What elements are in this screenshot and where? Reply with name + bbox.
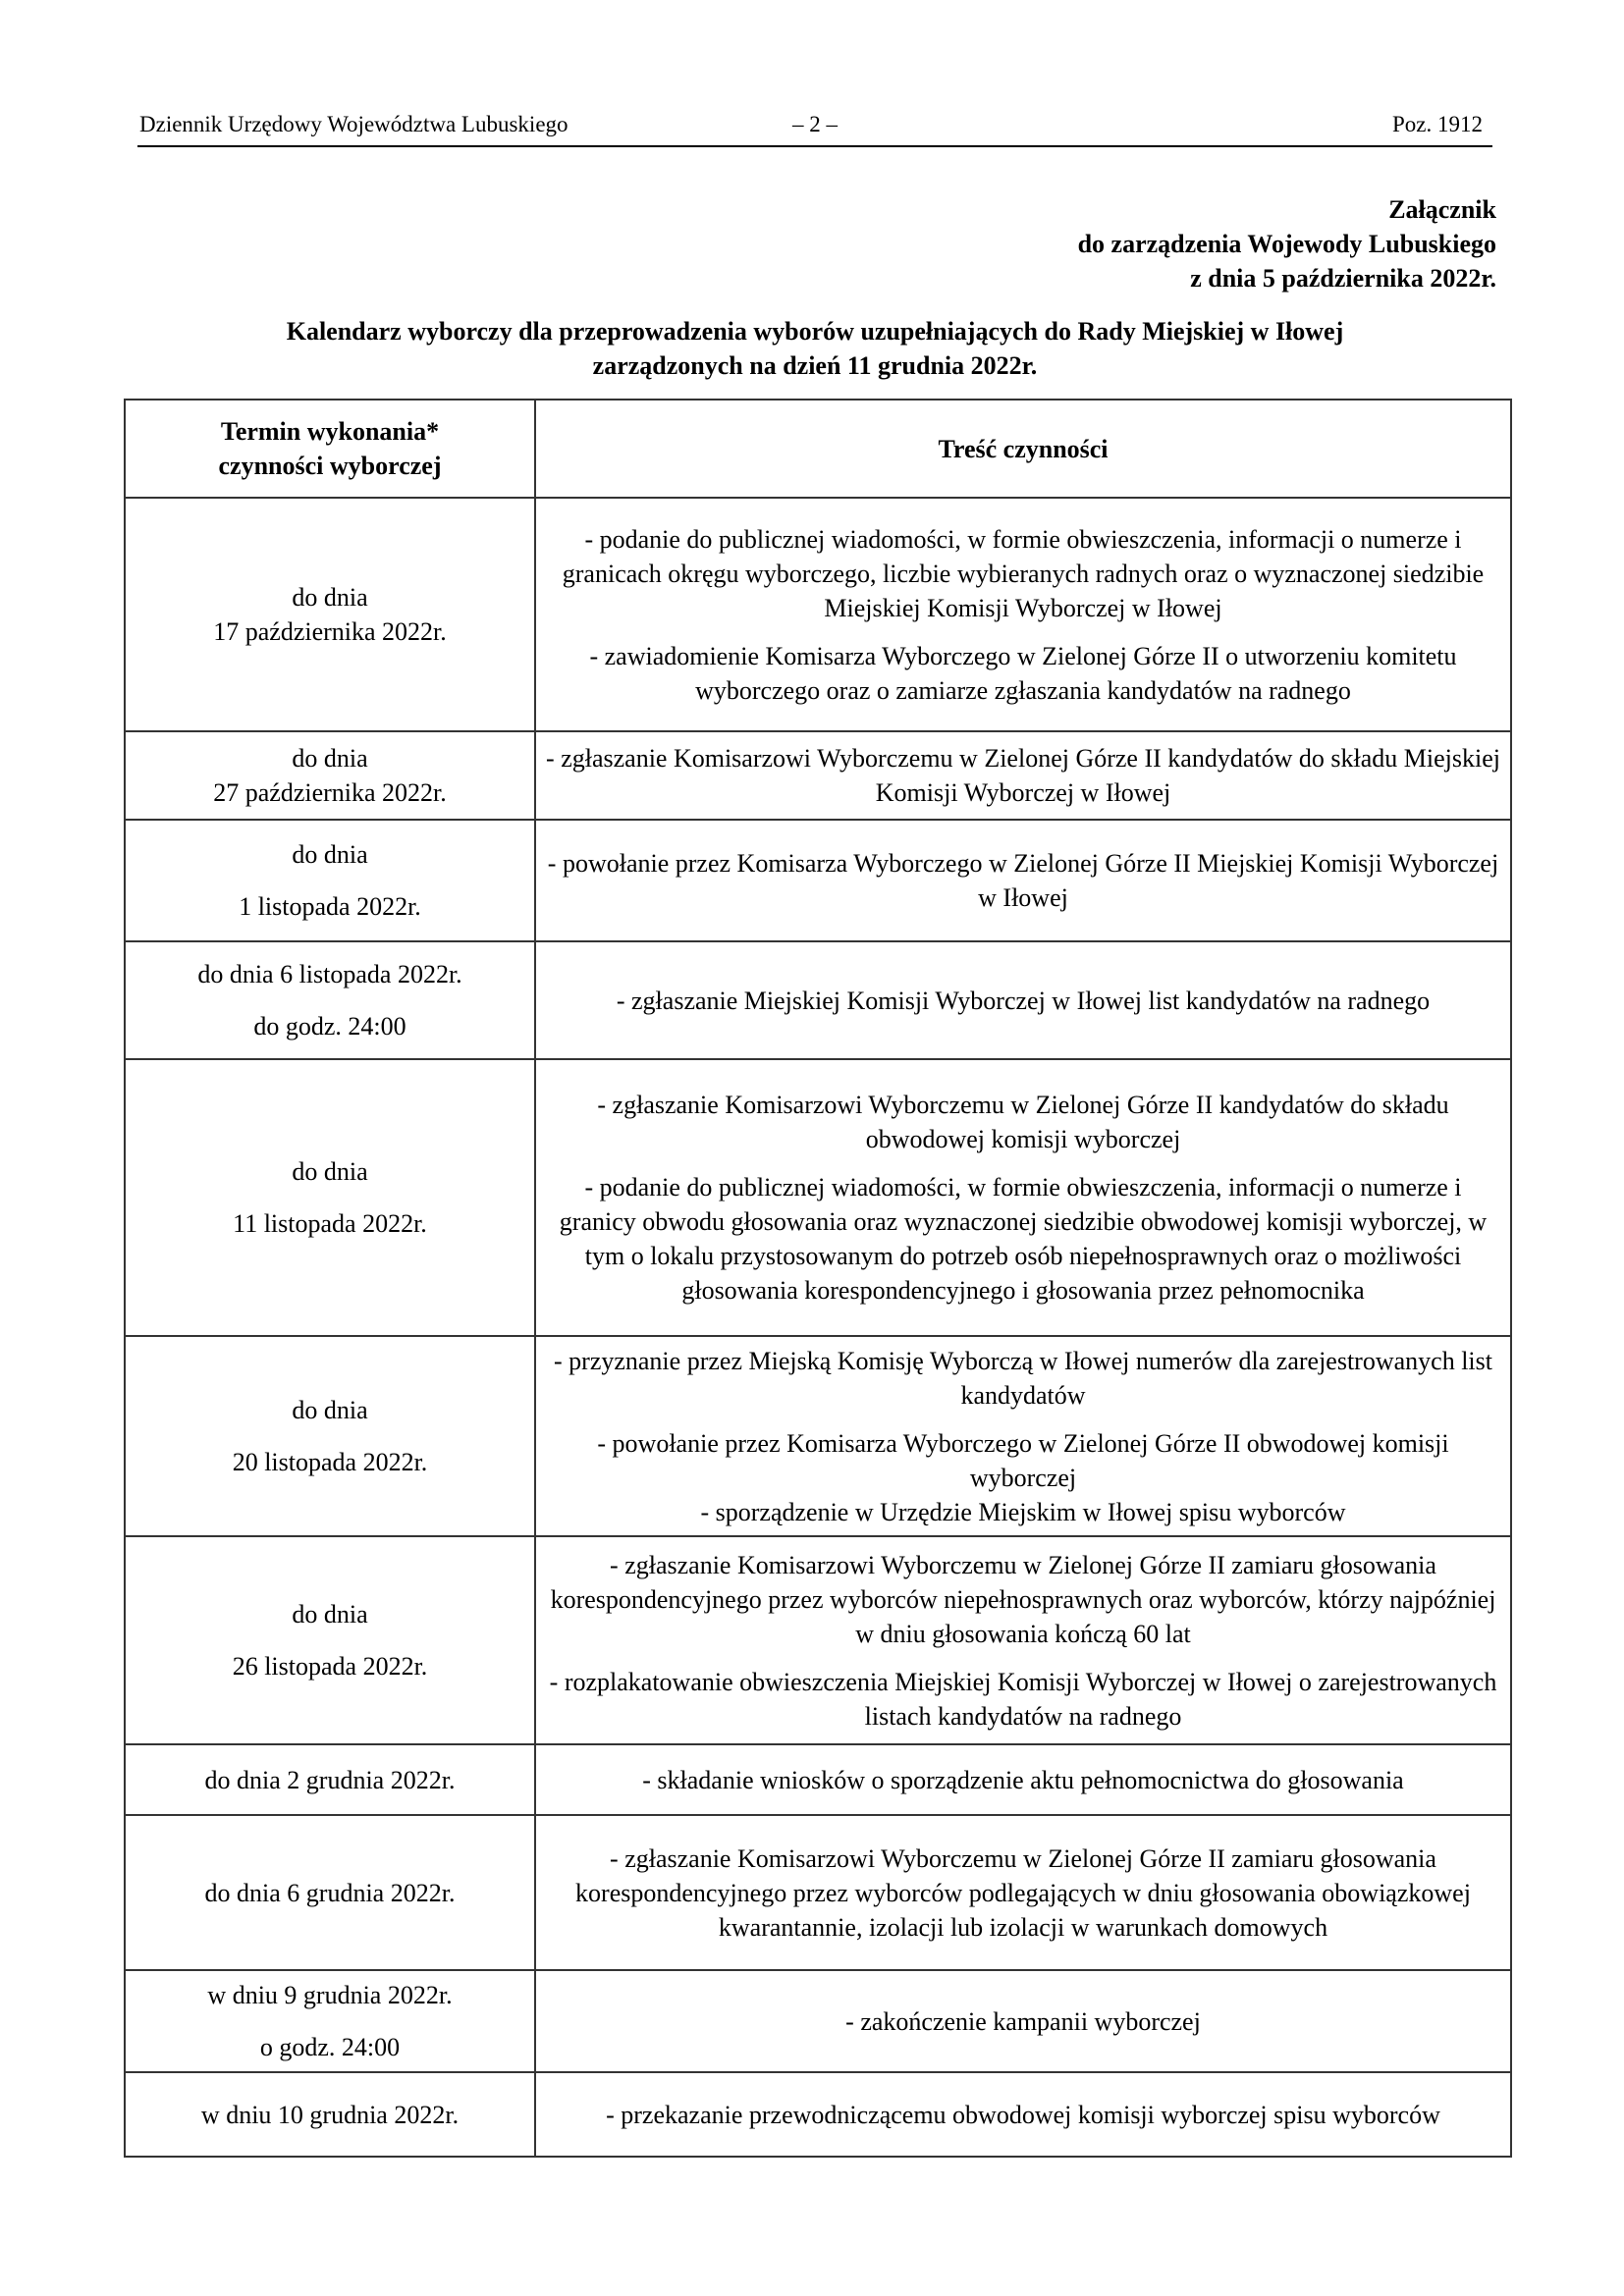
attachment-date: z dnia 5 października 2022r.	[1190, 264, 1496, 293]
activity-text: - podanie do publicznej wiadomości, w formie obwieszczenia, informacji o numerze i granicy obwodu głosowania oraz wyznaczonej siedzibie obwodowej komisji wyborczej, w tym o lokalu przystosowanym do potrzeb osób niepełnosprawnych oraz o możliwości głosowania korespondencyjnego i głosowania przez pełnomocnika	[559, 1173, 1488, 1305]
table-row	[125, 2072, 1511, 2157]
term-cell	[125, 1970, 535, 2072]
term-line: do godz. 24:00	[253, 1012, 406, 1041]
term-line: 27 października 2022r.	[213, 778, 447, 807]
content-cell	[535, 1059, 1511, 1336]
activity-text: - zgłaszanie Miejskiej Komisji Wyborczej w Iłowej list kandydatów na radnego	[616, 986, 1431, 1015]
table-row	[125, 941, 1511, 1059]
table-row	[125, 1815, 1511, 1970]
attachment-reference: do zarządzenia Wojewody Lubuskiego	[1077, 230, 1496, 258]
term-cell	[125, 2072, 535, 2157]
content-cell	[535, 2072, 1511, 2157]
term-line: do dnia 6 listopada 2022r.	[197, 960, 462, 988]
activity-text: - zgłaszanie Komisarzowi Wyborczemu w Zielonej Górze II zamiaru głosowania korespondencyjnego przez wyborców podlegających w dniu głosowania obowiązkowej kwarantannie, izolacji lub izolacji w warunkach domowych	[575, 1843, 1471, 1942]
activity-text: - sporządzenie w Urzędzie Miejskim w Iłowej spisu wyborców	[700, 1497, 1346, 1526]
activity-text: - przekazanie przewodniczącemu obwodowej komisji wyborczej spisu wyborców	[606, 2100, 1440, 2129]
term-line: do dnia 2 grudnia 2022r.	[204, 1765, 456, 1794]
activity-text: - rozplakatowanie obwieszczenia Miejskiej Komisji Wyborczej w Iłowej o zarejestrowanych listach kandydatów na radnego	[549, 1667, 1497, 1731]
activity-text: - składanie wniosków o sporządzenie aktu pełnomocnictwa do głosowania	[642, 1765, 1404, 1794]
header-content: Treść czynności	[535, 400, 1511, 498]
journal-name: Dziennik Urzędowy Województwa Lubuskiego	[139, 112, 568, 136]
election-calendar-table	[124, 399, 1512, 2158]
table-row	[125, 1744, 1511, 1815]
content-cell	[535, 1815, 1511, 1970]
term-line: 20 listopada 2022r.	[232, 1448, 428, 1476]
term-cell	[125, 1815, 535, 1970]
term-line: do dnia	[292, 1600, 368, 1629]
table-row	[125, 498, 1511, 731]
content-cell	[535, 498, 1511, 731]
content-cell	[535, 820, 1511, 941]
term-line: do dnia	[292, 1157, 368, 1186]
content-cell	[535, 1536, 1511, 1744]
page-header	[137, 110, 1492, 147]
table-row	[125, 1536, 1511, 1744]
term-cell	[125, 731, 535, 820]
page-number: – 2 –	[792, 112, 838, 136]
term-cell	[125, 1744, 535, 1815]
term-line: do dnia	[292, 1396, 368, 1424]
term-line: do dnia	[292, 744, 368, 773]
term-line: w dniu 10 grudnia 2022r.	[200, 2100, 460, 2129]
position-number: Poz. 1912	[1392, 112, 1483, 136]
title-line-1: Kalendarz wyborczy dla przeprowadzenia wyborów uzupełniających do Rady Miejskiej w Iłowej	[286, 317, 1344, 346]
activity-text: - powołanie przez Komisarza Wyborczego w Zielonej Górze II Miejskiej Komisji Wyborczej w Iłowej	[547, 849, 1499, 912]
term-cell	[125, 1059, 535, 1336]
content-cell	[535, 941, 1511, 1059]
activity-text: - zgłaszanie Komisarzowi Wyborczemu w Zielonej Górze II zamiaru głosowania korespondencyjnego przez wyborców niepełnosprawnych oraz wyborców, którzy najpóźniej w dniu głosowania kończą 60 lat	[550, 1550, 1496, 1648]
header-term-line-2: czynności wyborczej	[218, 452, 442, 480]
table-row	[125, 1059, 1511, 1336]
attachment-label: Załącznik	[1388, 195, 1496, 224]
table-row	[125, 820, 1511, 941]
content-cell	[535, 1744, 1511, 1815]
term-line: 26 listopada 2022r.	[232, 1652, 428, 1681]
term-cell	[125, 820, 535, 941]
content-cell	[535, 1336, 1511, 1536]
table-row	[125, 1970, 1511, 2072]
document-title	[137, 314, 1492, 383]
content-cell	[535, 731, 1511, 820]
table-header-row	[125, 400, 1511, 498]
term-cell	[125, 1336, 535, 1536]
term-line: 17 października 2022r.	[213, 617, 447, 646]
activity-text: - zgłaszanie Komisarzowi Wyborczemu w Zielonej Górze II kandydatów do składu Miejskiej Komisji Wyborczej w Iłowej	[546, 744, 1500, 807]
table-row	[125, 731, 1511, 820]
term-line: do dnia	[292, 840, 368, 869]
attachment-heading	[1078, 192, 1496, 295]
activity-text: - podanie do publicznej wiadomości, w formie obwieszczenia, informacji o numerze i granicach okręgu wyborczego, liczbie wybieranych radnych oraz o wyznaczonej siedzibie Miejskiej Komisji Wyborczej w Iłowej	[562, 524, 1485, 622]
term-line: 11 listopada 2022r.	[233, 1209, 427, 1238]
term-line: 1 listopada 2022r.	[239, 892, 421, 921]
term-cell	[125, 941, 535, 1059]
header-term	[125, 400, 535, 498]
activity-text: - zawiadomienie Komisarza Wyborczego w Zielonej Górze II o utworzeniu komitetu wyborczego oraz o zamiarze zgłaszania kandydatów na radnego	[589, 641, 1457, 705]
term-line: o godz. 24:00	[259, 2033, 401, 2061]
content-cell	[535, 1970, 1511, 2072]
term-cell	[125, 1536, 535, 1744]
table-row	[125, 1336, 1511, 1536]
term-line: do dnia	[292, 583, 368, 612]
activity-text: - zakończenie kampanii wyborczej	[845, 2006, 1201, 2036]
term-cell	[125, 498, 535, 731]
activity-text: - zgłaszanie Komisarzowi Wyborczemu w Zielonej Górze II kandydatów do składu obwodowej komisji wyborczej	[597, 1091, 1449, 1153]
activity-text: - powołanie przez Komisarza Wyborczego w Zielonej Górze II obwodowej komisji wyborczej	[597, 1428, 1449, 1492]
term-line: w dniu 9 grudnia 2022r.	[207, 1981, 453, 2009]
activity-text: - przyznanie przez Miejską Komisję Wyborczą w Iłowej numerów dla zarejestrowanych list kandydatów	[554, 1346, 1492, 1410]
term-line: do dnia 6 grudnia 2022r.	[204, 1878, 456, 1907]
header-term-line-1: Termin wykonania*	[220, 417, 440, 446]
title-line-2: zarządzonych na dzień 11 grudnia 2022r.	[592, 351, 1038, 380]
